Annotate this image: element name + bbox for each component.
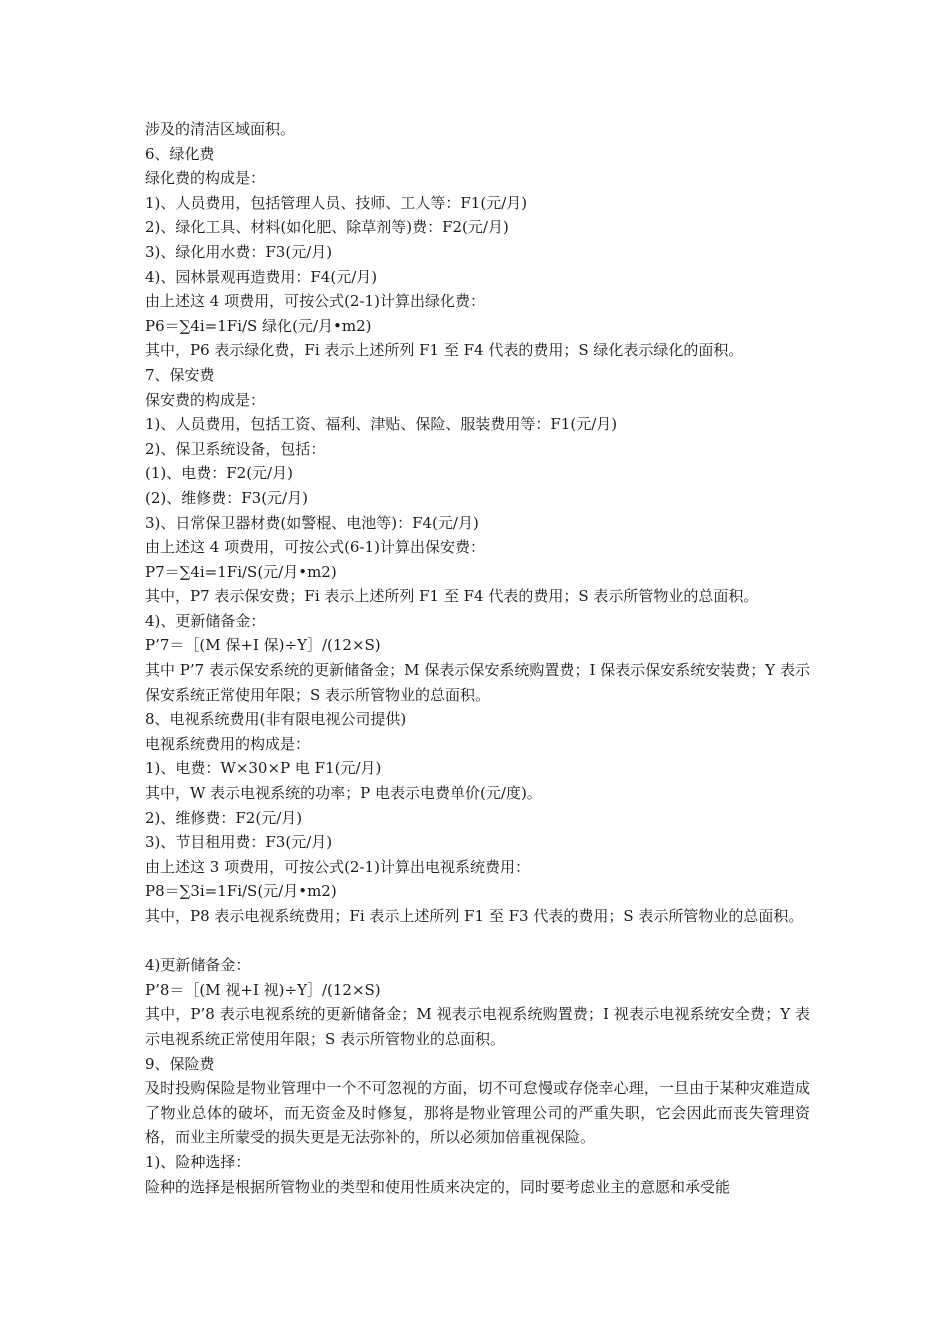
text-line: 其中，P6 表示绿化费，Fi 表示上述所列 F1 至 F4 代表的费用；S 绿化表示绿化的面积。: [145, 341, 744, 360]
text-line: P’7＝［(M 保+I 保)÷Y］/(12×S): [145, 636, 381, 655]
text-line: 3)、日常保卫器材费(如警棍、电池等)：F4(元/月): [145, 513, 479, 532]
text-line: 2)、保卫系统设备，包括：: [145, 439, 326, 458]
document-body: [145, 117, 810, 1199]
text-line: 4)更新储备金：: [145, 956, 251, 975]
text-line: 8、电视系统费用(非有限电视公司提供): [145, 710, 407, 729]
text-line: P’8＝［(M 视+I 视)÷Y］/(12×S): [145, 980, 381, 999]
text-line: 9、保险费: [145, 1054, 215, 1073]
text-paragraph: 其中，P8 表示电视系统费用；Fi 表示上述所列 F1 至 F3 代表的费用；S 表示所管物业的总面积。: [145, 907, 804, 925]
text-line: 1)、险种选择：: [145, 1152, 251, 1171]
text-line: 4)、更新储备金：: [145, 611, 266, 630]
text-line: 4)、园林景观再造费用：F4(元/月): [145, 267, 378, 286]
text-line: 6、绿化费: [145, 144, 215, 163]
text-line: 其中，P7 表示保安费；Fi 表示上述所列 F1 至 F4 代表的费用；S 表示所管物业的总面积。: [145, 587, 759, 606]
text-line: 1)、人员费用，包括管理人员、技师、工人等：F1(元/月): [145, 193, 528, 212]
text-line: 电视系统费用的构成是：: [145, 734, 311, 753]
text-line: 3)、节目租用费：F3(元/月): [145, 833, 333, 852]
text-line: (1)、电费：F2(元/月): [145, 464, 293, 483]
text-line: 由上述这 3 项费用，可按公式(2-1)计算出电视系统费用：: [145, 857, 530, 876]
text-line: P8＝∑3i=1Fi/S(元/月•m2): [145, 882, 337, 901]
text-line: P6＝∑4i=1Fi/S 绿化(元/月•m2): [145, 316, 372, 335]
text-line: 由上述这 4 项费用，可按公式(2-1)计算出绿化费：: [145, 292, 485, 311]
text-paragraph: 其中 P’7 表示保安系统的更新储备金；M 保表示保安系统购置费；I 保表示保安系统安装费；Y 表示保安系统正常使用年限；S 表示所管物业的总面积。: [145, 661, 810, 704]
text-line: 1)、人员费用，包括工资、福利、津贴、保险、服装费用等：F1(元/月): [145, 415, 618, 434]
text-line: 7、保安费: [145, 365, 215, 384]
text-line: 其中，W 表示电视系统的功率；P 电表示电费单价(元/度)。: [145, 784, 542, 803]
text-line: 1)、电费：W×30×P 电 F1(元/月): [145, 759, 382, 778]
text-line: 涉及的清洁区域面积。: [145, 120, 296, 138]
text-paragraph: 其中，P’8 表示电视系统的更新储备金；M 视表示电视系统购置费；I 视表示电视系统安全费；Y 表示电视系统正常使用年限；S 表示所管物业的总面积。: [145, 1005, 810, 1048]
text-line: 2)、维修费：F2(元/月): [145, 808, 303, 827]
text-line: P7＝∑4i=1Fi/S(元/月•m2): [145, 562, 337, 581]
text-line: 由上述这 4 项费用，可按公式(6-1)计算出保安费：: [145, 538, 485, 557]
text-line: 3)、绿化用水费：F3(元/月): [145, 242, 333, 261]
text-line: (2)、维修费：F3(元/月): [145, 488, 308, 507]
text-line: 险种的选择是根据所管物业的类型和使用性质来决定的，同时要考虑业主的意愿和承受能: [145, 1177, 731, 1196]
text-line: 2)、绿化工具、材料(如化肥、除草剂等)费：F2(元/月): [145, 218, 509, 237]
text-line: 绿化费的构成是：: [145, 169, 266, 188]
text-line: 保安费的构成是：: [145, 390, 266, 409]
text-paragraph: 及时投购保险是物业管理中一个不可忽视的方面，切不可怠慢或存侥幸心理，一旦由于某种灾难造成了物业总体的破坏，而无资金及时修复，那将是物业管理公司的严重失职，它会因此而丧失管理资格，而业主所蒙受的损失更是无法弥补的，所以必须加倍重视保险。: [145, 1079, 810, 1147]
